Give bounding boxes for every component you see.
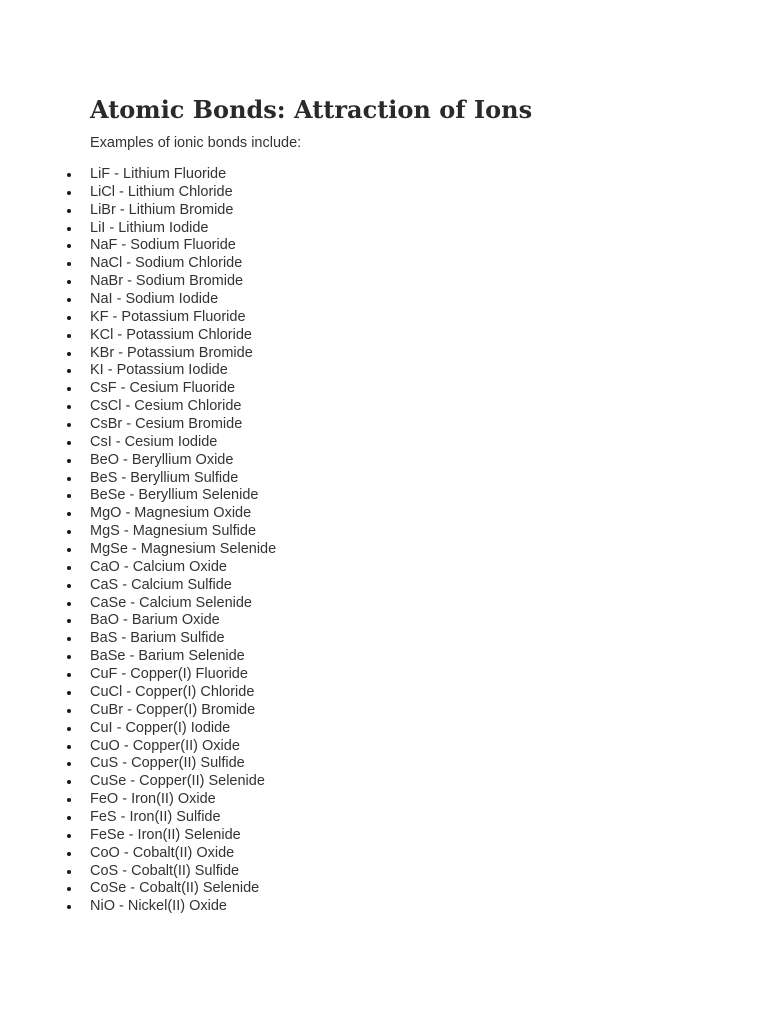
bullet-icon [67, 352, 71, 356]
list-item-label: CuI - Copper(I) Iodide [90, 719, 231, 736]
list-item-label: FeO - Iron(II) Oxide [90, 791, 216, 808]
list-item [62, 434, 276, 452]
list-item [62, 345, 276, 363]
bullet-icon [67, 602, 71, 606]
list-item-label: BaO - Barium Oxide [90, 612, 220, 629]
list-item [62, 702, 276, 720]
bullet-icon [67, 298, 71, 302]
list-item [62, 505, 276, 523]
intro-text: Examples of ionic bonds include: [90, 135, 302, 151]
list-item-label: NaF - Sodium Fluoride [90, 237, 236, 254]
list-item-label: CuSe - Copper(II) Selenide [90, 773, 265, 790]
list-item [62, 362, 276, 380]
bullet-icon [67, 745, 71, 749]
list-item [62, 237, 276, 255]
bullet-icon [67, 369, 71, 373]
bullet-icon [67, 209, 71, 213]
list-item [62, 470, 276, 488]
list-item [62, 863, 276, 881]
list-item-label: BeSe - Beryllium Selenide [90, 487, 259, 504]
bullet-icon [67, 280, 71, 284]
bullet-icon [67, 405, 71, 409]
bullet-icon [67, 905, 71, 909]
list-item-label: MgSe - Magnesium Selenide [90, 541, 277, 558]
bullet-icon [67, 334, 71, 338]
list-item-label: CuCl - Copper(I) Chloride [90, 683, 255, 700]
list-item [62, 684, 276, 702]
list-item [62, 880, 276, 898]
list-item [62, 559, 276, 577]
list-item-label: CaSe - Calcium Selenide [90, 594, 252, 611]
list-item [62, 327, 276, 345]
list-item-label: MgS - Magnesium Sulfide [90, 523, 257, 540]
bullet-icon [67, 316, 71, 320]
bullet-icon [67, 423, 71, 427]
bullet-icon [67, 673, 71, 677]
bullet-icon [67, 762, 71, 766]
list-item-label: CsBr - Cesium Bromide [90, 416, 243, 433]
list-item [62, 487, 276, 505]
list-item-label: CaO - Calcium Oxide [90, 558, 227, 575]
bullet-icon [67, 512, 71, 516]
bullet-icon [67, 834, 71, 838]
list-item [62, 595, 276, 613]
list-item [62, 738, 276, 756]
bullet-icon [67, 494, 71, 498]
bullet-icon [67, 619, 71, 623]
bullet-icon [67, 244, 71, 248]
list-item-label: BeS - Beryllium Sulfide [90, 469, 239, 486]
list-item [62, 720, 276, 738]
list-item-label: CuO - Copper(II) Oxide [90, 737, 240, 754]
list-item [62, 416, 276, 434]
bullet-icon [67, 477, 71, 481]
bullet-icon [67, 548, 71, 552]
list-item [62, 648, 276, 666]
list-item-label: LiI - Lithium Iodide [90, 219, 209, 236]
list-item [62, 255, 276, 273]
bullet-icon [67, 709, 71, 713]
list-item [62, 827, 276, 845]
list-item-label: CoSe - Cobalt(II) Selenide [90, 880, 260, 897]
bullet-icon [67, 852, 71, 856]
bullet-icon [67, 691, 71, 695]
list-item-label: BaSe - Barium Selenide [90, 648, 245, 665]
list-item [62, 273, 276, 291]
list-item-label: BeO - Beryllium Oxide [90, 451, 234, 468]
bullet-icon [67, 459, 71, 463]
bullet-icon [67, 727, 71, 731]
list-item [62, 612, 276, 630]
list-item-label: CoS - Cobalt(II) Sulfide [90, 862, 240, 879]
list-item [62, 523, 276, 541]
list-item-label: NaI - Sodium Iodide [90, 291, 219, 308]
list-item [62, 398, 276, 416]
list-item [62, 898, 276, 916]
list-item [62, 809, 276, 827]
list-item-label: LiCl - Lithium Chloride [90, 183, 233, 200]
list-item-label: CoO - Cobalt(II) Oxide [90, 844, 235, 861]
list-item-label: KBr - Potassium Bromide [90, 344, 253, 361]
bullet-icon [67, 816, 71, 820]
list-item [62, 791, 276, 809]
list-item [62, 184, 276, 202]
list-item [62, 452, 276, 470]
bullet-icon [67, 798, 71, 802]
list-item-label: CsF - Cesium Fluoride [90, 380, 236, 397]
list-item [62, 577, 276, 595]
bullet-icon [67, 870, 71, 874]
list-item-label: CsCl - Cesium Chloride [90, 398, 242, 415]
bullet-icon [67, 173, 71, 177]
list-item-label: CuS - Copper(II) Sulfide [90, 755, 245, 772]
page-title: Atomic Bonds: Attraction of Ions [90, 95, 533, 124]
list-item-label: CuF - Copper(I) Fluoride [90, 666, 248, 683]
list-item [62, 630, 276, 648]
bullet-icon [67, 262, 71, 266]
bullet-icon [67, 655, 71, 659]
list-item-label: KI - Potassium Iodide [90, 362, 228, 379]
bullet-icon [67, 227, 71, 231]
list-item-label: NaBr - Sodium Bromide [90, 273, 244, 290]
bullet-icon [67, 780, 71, 784]
ionic-bond-list [62, 166, 276, 916]
list-item-label: MgO - Magnesium Oxide [90, 505, 252, 522]
list-item [62, 755, 276, 773]
list-item-label: LiBr - Lithium Bromide [90, 201, 234, 218]
bullet-icon [67, 191, 71, 195]
list-item-label: CsI - Cesium Iodide [90, 433, 218, 450]
list-item [62, 845, 276, 863]
bullet-icon [67, 441, 71, 445]
bullet-icon [67, 887, 71, 891]
list-item [62, 380, 276, 398]
bullet-icon [67, 530, 71, 534]
list-item-label: FeSe - Iron(II) Selenide [90, 826, 241, 843]
list-item-label: FeS - Iron(II) Sulfide [90, 808, 221, 825]
list-item [62, 291, 276, 309]
bullet-icon [67, 387, 71, 391]
bullet-icon [67, 584, 71, 588]
list-item [62, 666, 276, 684]
list-item [62, 166, 276, 184]
list-item-label: LiF - Lithium Fluoride [90, 166, 227, 182]
list-item-label: BaS - Barium Sulfide [90, 630, 225, 647]
list-item-label: NaCl - Sodium Chloride [90, 255, 243, 272]
bullet-icon [67, 637, 71, 641]
list-item [62, 309, 276, 327]
list-item [62, 220, 276, 238]
list-item-label: CaS - Calcium Sulfide [90, 576, 232, 593]
list-item-label: CuBr - Copper(I) Bromide [90, 701, 256, 718]
list-item [62, 202, 276, 220]
bullet-icon [67, 566, 71, 570]
list-item [62, 773, 276, 791]
list-item-label: KCl - Potassium Chloride [90, 326, 252, 343]
list-item-label: KF - Potassium Fluoride [90, 308, 246, 325]
list-item [62, 541, 276, 559]
list-item-label: NiO - Nickel(II) Oxide [90, 898, 227, 915]
